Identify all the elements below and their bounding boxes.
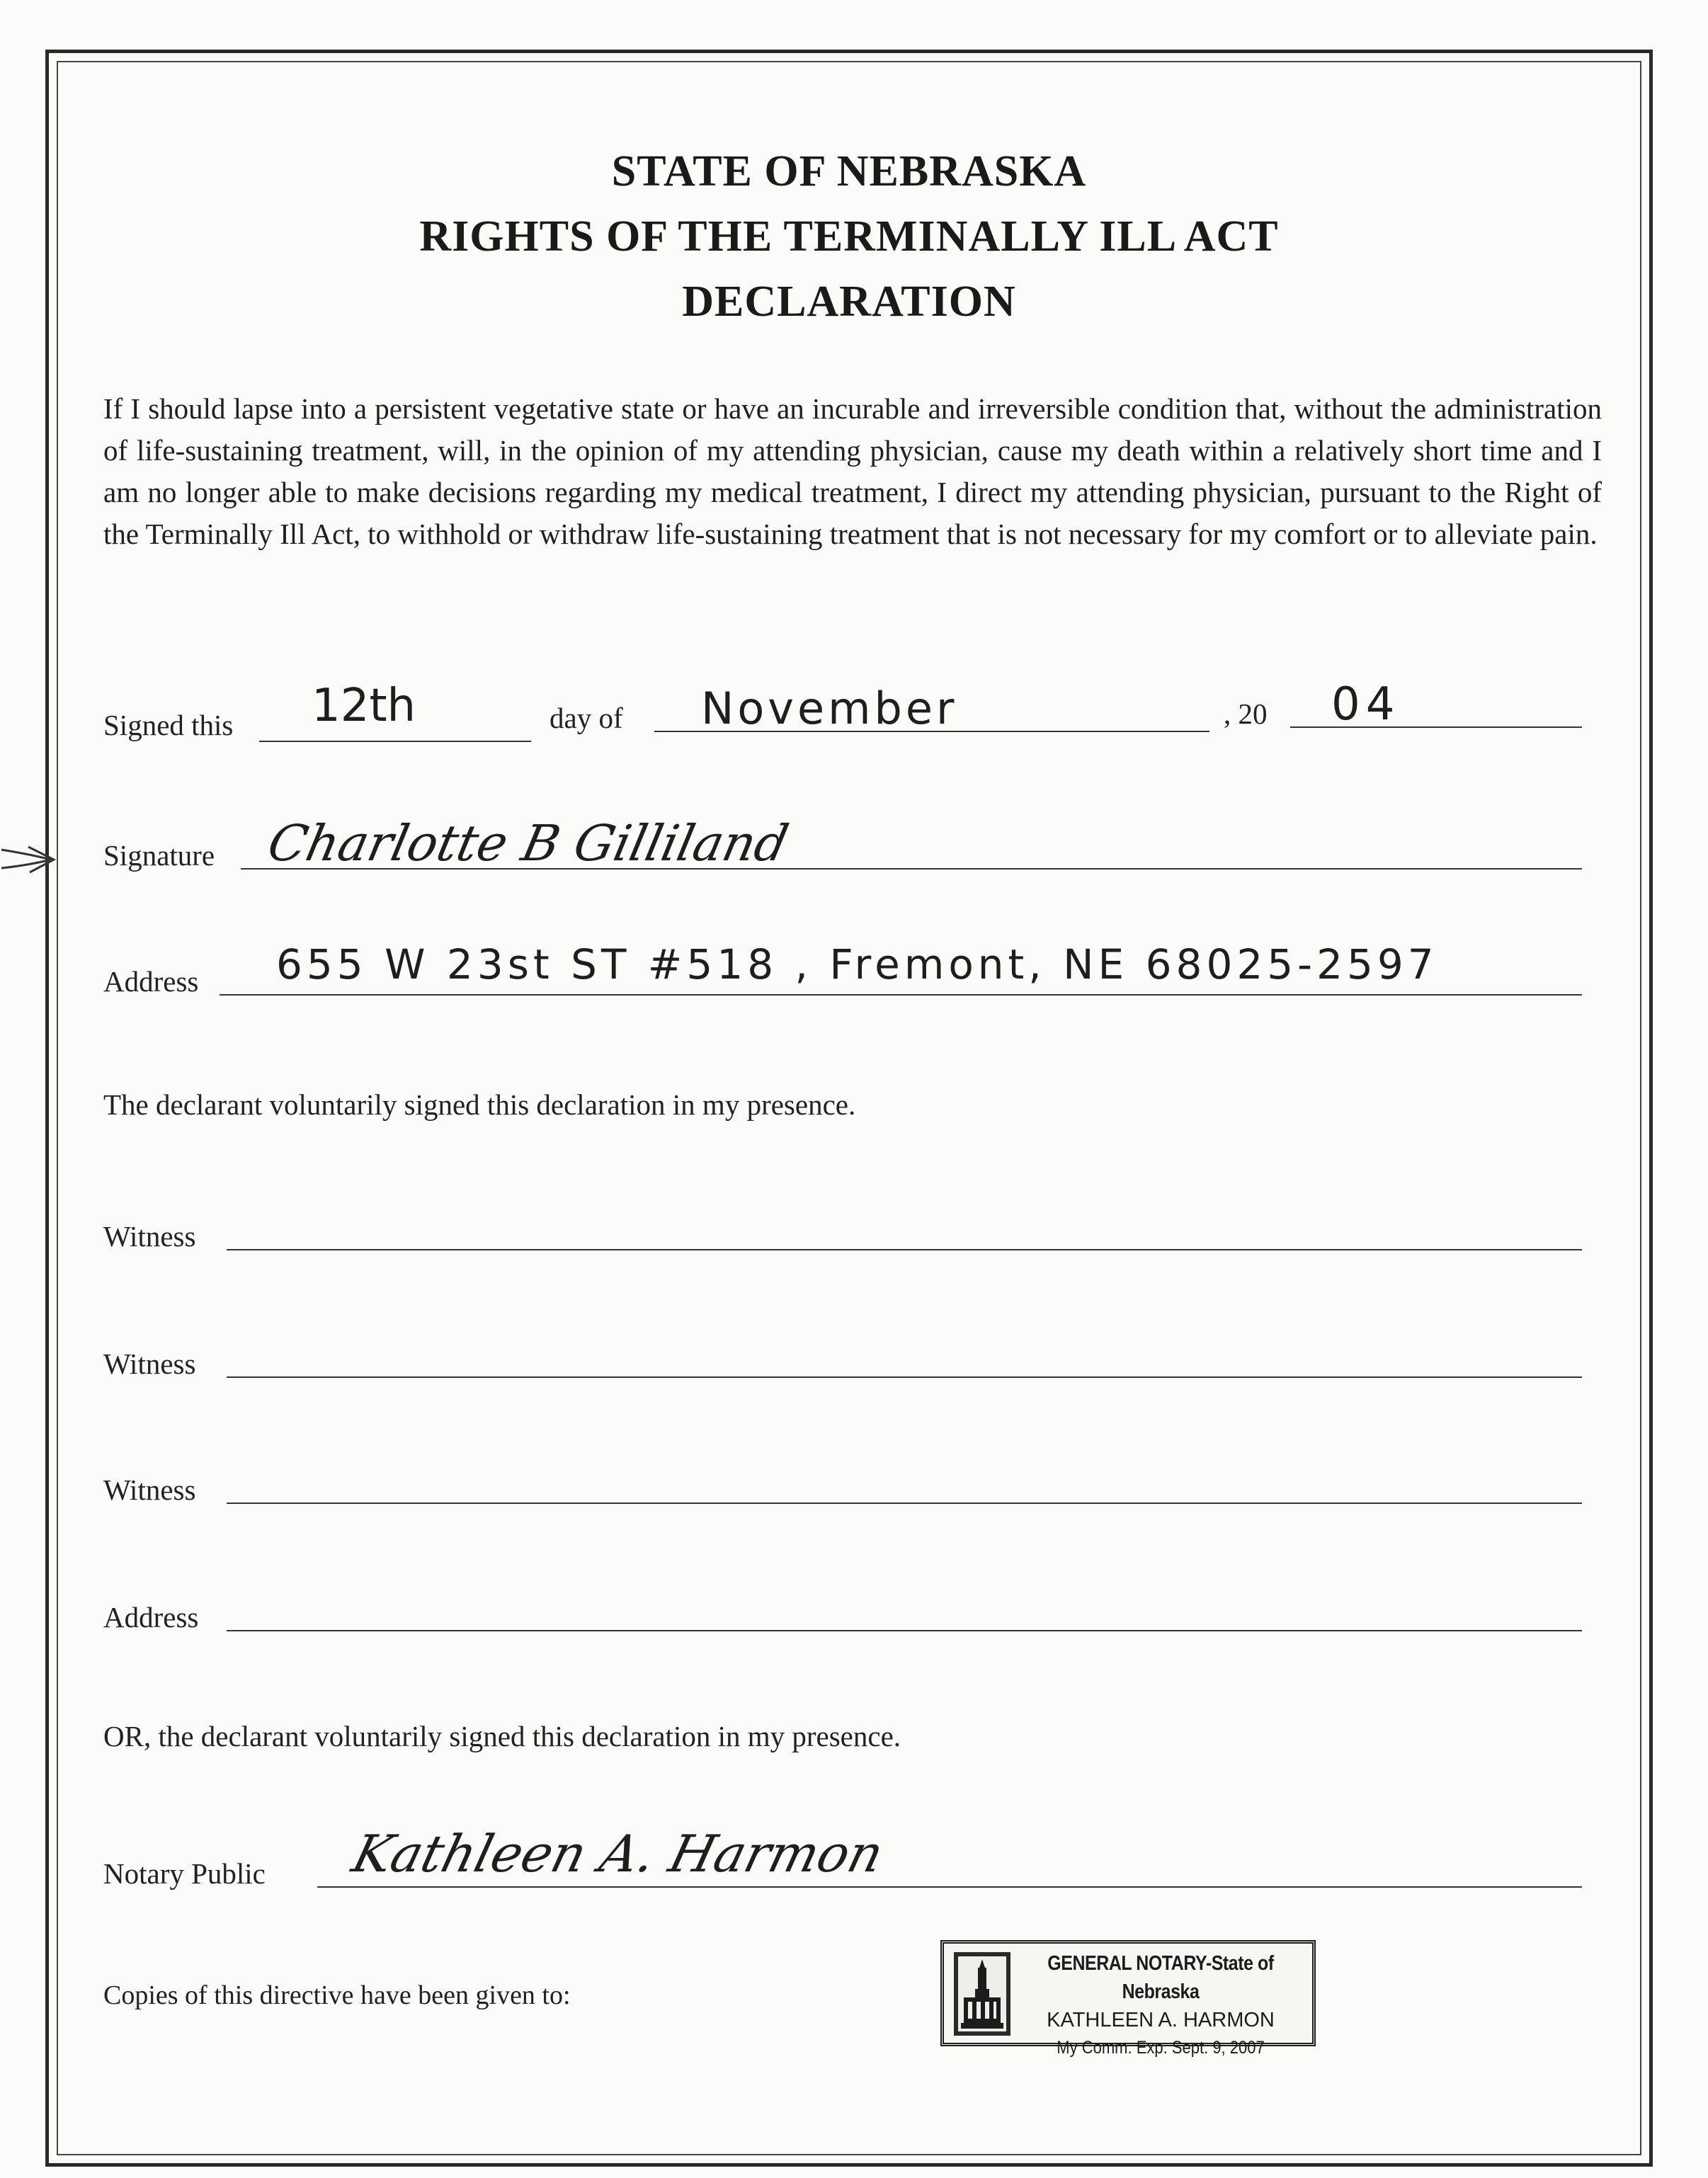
notary-statement: OR, the declarant voluntarily signed this declaration in my presence.	[103, 1720, 901, 1752]
address-field[interactable]: 655 W 23st ST #518 , Fremont, NE 68025-2597	[276, 940, 1438, 988]
title-line-1: STATE OF NEBRASKA	[611, 147, 1087, 195]
stamp-line-1: GENERAL NOTARY-State of Nebraska	[1047, 1952, 1274, 2003]
signed-this-label: Signed this	[103, 709, 234, 741]
stamp-line-3: My Comm. Exp. Sept. 9, 2007	[1057, 2038, 1265, 2058]
copies-label: Copies of this directive have been given to:	[103, 1980, 571, 2010]
declaration-paragraph: If I should lapse into a persistent vegetative state or have an incurable and irreversible condition that, without the administration of life-sustaining treatment, will, in the opinion of my attending physician, cause my death within a relatively short time and I am no longer able to make decisions regarding my medical treatment, I direct my attending physician, pursuant to the Right of the Terminally Ill Act, to withhold or withdraw life-sustaining treatment that is not necessary for my comfort or to alleviate pain.	[103, 392, 1602, 550]
margin-arrow-icon	[0, 841, 57, 877]
year-label: , 20	[1224, 697, 1268, 730]
document-title	[57, 139, 1641, 334]
witness-3-field[interactable]	[227, 1503, 1582, 1504]
witness-3-label: Witness	[103, 1473, 196, 1506]
title-line-3: DECLARATION	[682, 278, 1016, 326]
year-field[interactable]: 04	[1331, 678, 1401, 731]
signature-label: Signature	[103, 839, 215, 872]
witness-1-label: Witness	[103, 1220, 196, 1253]
address-line	[220, 994, 1582, 996]
month-field[interactable]: November	[701, 683, 958, 734]
notary-signature-field[interactable]: Kathleen A. Harmon	[346, 1824, 889, 1883]
stamp-text	[1015, 1949, 1306, 2061]
witness-address-field[interactable]	[227, 1630, 1582, 1631]
witness-address-label: Address	[103, 1601, 199, 1634]
title-line-2: RIGHTS OF THE TERMINALLY ILL ACT	[419, 212, 1279, 261]
notary-public-label: Notary Public	[103, 1857, 266, 1890]
witness-2-field[interactable]	[227, 1376, 1582, 1378]
address-label: Address	[103, 965, 199, 998]
capitol-building-icon	[954, 1952, 1010, 2036]
day-of-label: day of	[550, 702, 623, 734]
notary-line	[317, 1886, 1582, 1888]
day-line	[259, 741, 531, 742]
notary-stamp	[940, 1940, 1316, 2058]
witness-statement: The declarant voluntarily signed this declaration in my presence.	[103, 1088, 856, 1121]
stamp-line-2: KATHLEEN A. HARMON	[1047, 2009, 1275, 2031]
witness-1-field[interactable]	[227, 1249, 1582, 1250]
witness-2-label: Witness	[103, 1347, 196, 1380]
day-field[interactable]: 12th	[312, 680, 416, 732]
signature-field[interactable]: Charlotte B Gilliland	[263, 814, 794, 872]
